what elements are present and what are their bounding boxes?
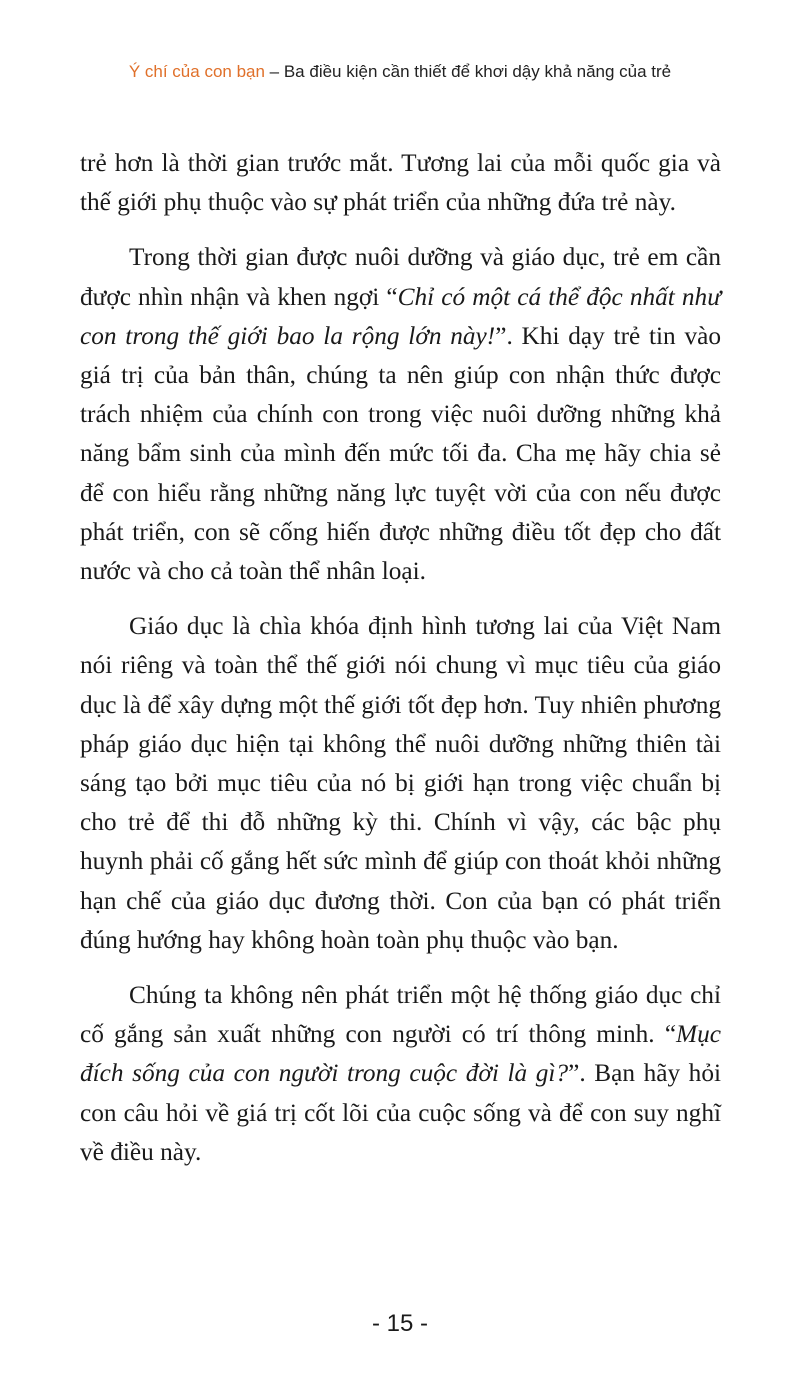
- paragraph-text-before-quote: Chúng ta không nên phát triển một hệ thống giáo dục chỉ cố gắng sản xuất những con người có trí thông minh. “: [80, 981, 721, 1049]
- paragraph-text: trẻ hơn là thời gian trước mắt. Tương lai của mỗi quốc gia và thế giới phụ thuộc vào sự phát triển của những đứa trẻ này.: [80, 149, 721, 217]
- italic-quote: Mục đích sống của con người trong cuộc đời là gì?: [80, 1020, 721, 1088]
- italic-quote: Chỉ có một cá thể độc nhất như con trong thế giới bao la rộng lớn này!: [80, 282, 721, 350]
- chapter-subtitle: Ba điều kiện cần thiết để khơi dậy khả năng của trẻ: [283, 62, 672, 81]
- paragraph-text-after-quote: ”. Bạn hãy hỏi con câu hỏi về giá trị cốt lõi của cuộc sống và để con suy nghĩ về điều này.: [80, 1059, 721, 1166]
- body-text: [80, 144, 721, 1188]
- paragraph-purpose: [80, 976, 721, 1172]
- paragraph-continuation: [80, 144, 721, 222]
- paragraph-text-after-quote: ”. Khi dạy trẻ tin vào giá trị của bản thân, chúng ta nên giúp con nhận thức được trách nhiệm của chính con trong việc nuôi dưỡng những khả năng bẩm sinh của mình đến mức tối đa. Cha mẹ hãy chia sẻ để con hiểu rằng những năng lực tuyệt vời của con nếu được phát triển, con sẽ cống hiến được những điều tốt đẹp cho đất nước và cho cả toàn thể nhân loại.: [80, 321, 721, 586]
- paragraph-education: [80, 607, 721, 960]
- paragraph-text-before-quote: Trong thời gian được nuôi dưỡng và giáo dục, trẻ em cần được nhìn nhận và khen ngợi “: [80, 243, 721, 311]
- header-separator: –: [264, 62, 284, 81]
- book-title: Ý chí của con bạn: [128, 62, 265, 81]
- paragraph-praise: [80, 238, 721, 591]
- paragraph-text: Giáo dục là chìa khóa định hình tương lai của Việt Nam nói riêng và toàn thể thế giới nói chung vì mục tiêu của giáo dục là để xây dựng một thế giới tốt đẹp hơn. Tuy nhiên phương pháp giáo dục hiện tại không thể nuôi dưỡng những thiên tài sáng tạo bởi mục tiêu của nó bị giới hạn trong việc chuẩn bị cho trẻ để thi đỗ những kỳ thi. Chính vì vậy, các bậc phụ huynh phải cố gắng hết sức mình để giúp con thoát khỏi những hạn chế của giáo dục đương thời. Con của bạn có phát triển đúng hướng hay không hoàn toàn phụ thuộc vào bạn.: [80, 612, 721, 954]
- running-header: [0, 62, 800, 82]
- page-number: - 15 -: [371, 1310, 428, 1337]
